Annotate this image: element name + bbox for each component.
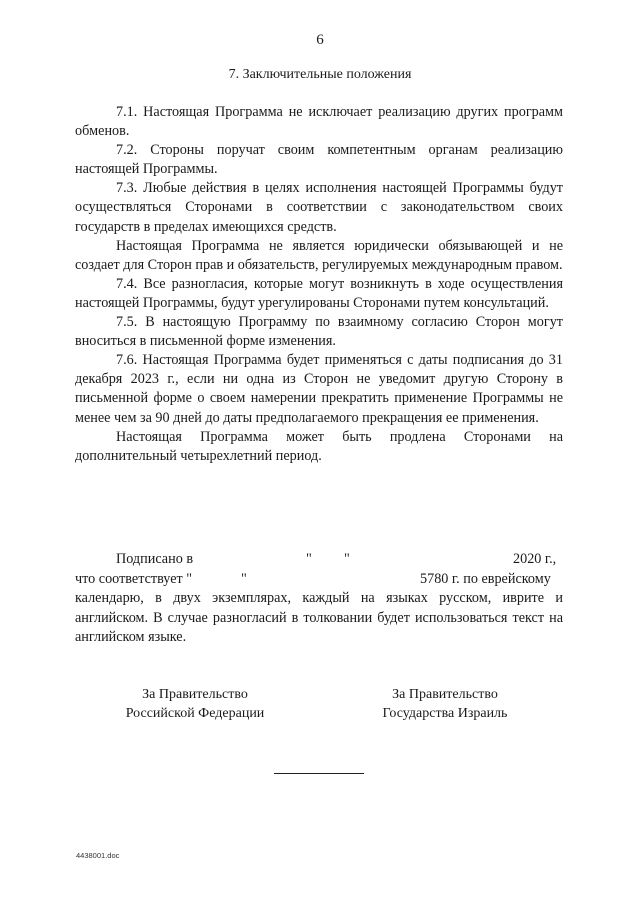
signature-russia-line1: За Правительство <box>142 687 248 702</box>
page-number: 6 <box>316 32 324 48</box>
paragraph-not-binding: Настоящая Программа не является юридически обязывающей и не создает для Сторон прав и обязательств, регулируемых международным правом. <box>75 237 563 273</box>
signature-israel-line2: Государства Израиль <box>382 706 508 721</box>
paragraph-7-2: 7.2. Стороны поручат своим компетентным органам реализацию настоящей Программы. <box>75 142 563 178</box>
signature-block-israel <box>345 685 545 723</box>
section-title: 7. Заключительные положения <box>228 67 412 82</box>
date-quote-open: " <box>306 551 312 567</box>
paragraph-7-3: 7.3. Любые действия в целях исполнения настоящей Программы будут осуществляться Сторонами в соответствии с законодательством своих государств в пределах имеющихся средств. <box>75 180 563 235</box>
date-quote-close: " <box>344 551 350 567</box>
footer-filename: 4438001.doc <box>76 851 120 860</box>
signature-russia-line2: Российской Федерации <box>125 706 265 721</box>
gregorian-year: 2020 г., <box>513 551 557 567</box>
signature-israel-line1: За Правительство <box>392 687 498 702</box>
body-text <box>75 103 563 466</box>
signed-in-text: Подписано в <box>116 551 194 567</box>
signing-line-2 <box>75 570 563 590</box>
hebrew-year: 5780 г. по еврейскому <box>420 570 551 587</box>
corresponds-text: что соответствует " <box>75 570 193 587</box>
hebrew-date-quote-close: " <box>241 570 247 587</box>
signing-line-1 <box>75 550 563 570</box>
signing-rest: календарю, в двух экземплярах, каждый на языках русском, иврите и английском. В случае разногласий в толковании будет использоваться текст на английском языке. <box>75 590 563 645</box>
signing-clause <box>75 550 563 648</box>
paragraph-7-5: 7.5. В настоящую Программу по взаимному согласию Сторон могут вноситься в письменной форме изменения. <box>75 314 563 350</box>
paragraph-extension: Настоящая Программа может быть продлена Сторонами на дополнительный четырехлетний период. <box>75 428 563 464</box>
paragraph-7-1: 7.1. Настоящая Программа не исключает реализацию других программ обменов. <box>75 104 563 140</box>
signature-block-russia <box>95 685 295 723</box>
paragraph-7-4: 7.4. Все разногласия, которые могут возникнуть в ходе осуществления настоящей Программы, будут урегулированы Сторонами путем консультаций. <box>75 275 563 311</box>
paragraph-7-6: 7.6. Настоящая Программа будет применяться с даты подписания до 31 декабря 2023 г., если ни одна из Сторон не уведомит другую Сторону в письменной форме о своем намерении прекратить применение Программы не менее чем за 90 дней до даты предполагаемого прекращения ее применения. <box>75 352 563 426</box>
horizontal-rule <box>274 773 364 774</box>
